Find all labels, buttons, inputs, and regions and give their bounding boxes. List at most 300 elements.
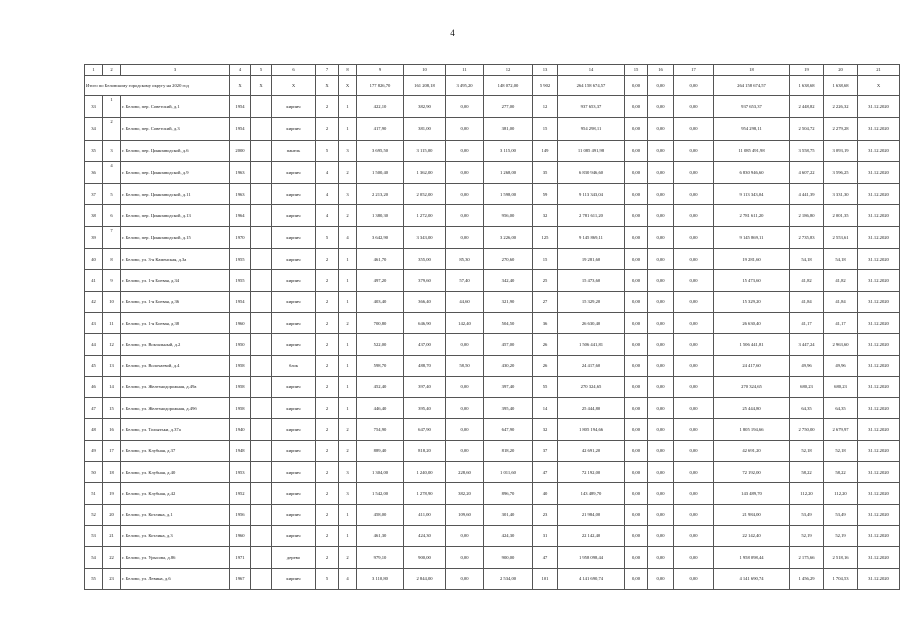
table-cell: 50 — [85, 462, 103, 483]
table-cell: 20 — [103, 504, 121, 525]
table-cell: 8 — [103, 249, 121, 270]
table-cell: 270 324,65 — [714, 376, 790, 397]
address-cell: г. Белово, ул. Железнодорожная, д.49б — [121, 398, 230, 419]
table-cell: 1964 — [230, 205, 251, 226]
table-row — [85, 270, 900, 291]
table-cell: 680,23 — [824, 376, 858, 397]
table-cell: 41,17 — [824, 312, 858, 333]
total-cell: 1 638,68 — [824, 76, 858, 96]
table-cell: 31.12.2020 — [858, 419, 900, 440]
table-cell: 0,00 — [674, 568, 714, 589]
table-cell: 0,00 — [648, 334, 674, 355]
table-cell: 395,40 — [404, 398, 446, 419]
table-cell: 15 — [533, 118, 558, 140]
table-cell: 0,00 — [648, 226, 674, 248]
table-cell: 0,00 — [674, 355, 714, 376]
table-cell: 4 141 690,74 — [714, 568, 790, 589]
column-number-cell: 8 — [339, 65, 357, 76]
table-cell: 31.12.2020 — [858, 483, 900, 504]
table-cell: 270,60 — [484, 249, 533, 270]
table-cell: 22 142,40 — [558, 525, 625, 546]
table-cell: 3 642,90 — [357, 226, 404, 248]
table-cell: 954 298,11 — [558, 118, 625, 140]
table-cell: 321,90 — [484, 291, 533, 312]
total-cell: X — [339, 76, 357, 96]
table-cell: 9 145 869,11 — [558, 226, 625, 248]
table-cell: 1 958 098,44 — [714, 547, 790, 568]
table-cell: 15 473,60 — [714, 270, 790, 291]
table-cell: 1963 — [230, 161, 251, 183]
table-row — [85, 568, 900, 589]
table-cell: 43 — [85, 312, 103, 333]
table-cell: 25 444,80 — [714, 398, 790, 419]
address-cell: г. Белово, ул. 1-я Боевая, д.38 — [121, 312, 230, 333]
table-cell: 85,30 — [446, 249, 484, 270]
column-number-cell: 9 — [357, 65, 404, 76]
table-cell: кирпич — [272, 376, 316, 397]
table-cell — [251, 291, 272, 312]
table-cell: 0,00 — [648, 205, 674, 226]
table-cell: 0,00 — [648, 504, 674, 525]
table-cell: 1 704,53 — [824, 568, 858, 589]
table-cell: 458,00 — [357, 504, 404, 525]
table-cell: 0,00 — [625, 226, 648, 248]
total-cell: 0,00 — [648, 76, 674, 96]
table-cell: кирпич — [272, 419, 316, 440]
table-cell: 424,30 — [404, 525, 446, 546]
table-cell: 9 — [103, 270, 121, 291]
address-cell: г. Белово, ул. Клубная, д.40 — [121, 462, 230, 483]
column-number-cell: 12 — [484, 65, 533, 76]
table-row — [85, 376, 900, 397]
address-cell: г. Белово, пер. Цинкзаводской, д.6 — [121, 140, 230, 161]
table-cell: 1958 — [230, 355, 251, 376]
address-cell: г. Белово, ул. Клубная, д.37 — [121, 440, 230, 461]
table-cell: 1 506 441,81 — [714, 334, 790, 355]
table-cell — [251, 312, 272, 333]
table-cell: 0,00 — [446, 96, 484, 118]
table-cell: 0,00 — [625, 568, 648, 589]
table-cell: 41 — [85, 270, 103, 291]
table-cell: 47 — [85, 398, 103, 419]
table-cell: 1 — [339, 376, 357, 397]
table-cell: 72 192,00 — [558, 462, 625, 483]
table-cell — [251, 205, 272, 226]
total-cell: 3 495,20 — [446, 76, 484, 96]
total-cell: 5 902 — [533, 76, 558, 96]
column-number-cell: 17 — [674, 65, 714, 76]
table-cell: 31.12.2020 — [858, 525, 900, 546]
address-cell: г. Белово, пер. Советский, д.3 — [121, 118, 230, 140]
table-cell: 0,00 — [446, 419, 484, 440]
table-cell: 1955 — [230, 249, 251, 270]
table-cell: 31.12.2020 — [858, 376, 900, 397]
table-cell: кирпич — [272, 118, 316, 140]
table-cell: 647,90 — [484, 419, 533, 440]
table-cell: 42 — [85, 291, 103, 312]
table-cell: 0,00 — [674, 419, 714, 440]
table-cell: 2 052,00 — [404, 184, 446, 205]
table-cell: 1 — [339, 525, 357, 546]
table-cell: 4 — [316, 184, 339, 205]
table-cell: 497,20 — [357, 270, 404, 291]
table-cell — [251, 118, 272, 140]
table-cell: 112,20 — [824, 483, 858, 504]
table-cell: 52,18 — [790, 440, 824, 461]
address-cell: г. Белово, ул. 1-я Боевая, д.36 — [121, 291, 230, 312]
table-cell — [251, 440, 272, 461]
table-cell: 0,00 — [446, 205, 484, 226]
table-cell: 2 — [316, 96, 339, 118]
table-cell — [251, 96, 272, 118]
table-cell: 1963 — [230, 184, 251, 205]
table-cell: кирпич — [272, 462, 316, 483]
table-cell: 397,40 — [404, 376, 446, 397]
table-cell: 0,00 — [446, 161, 484, 183]
table-cell: 1 542,00 — [357, 483, 404, 504]
table-cell: 2 213,20 — [357, 184, 404, 205]
table-cell: 52,19 — [790, 525, 824, 546]
table-cell: 937 653,37 — [558, 96, 625, 118]
table-cell: 25 444,80 — [558, 398, 625, 419]
table-cell: 26 — [533, 355, 558, 376]
table-cell: 301,40 — [484, 504, 533, 525]
table-cell: 2 844,00 — [404, 568, 446, 589]
table-cell: 0,00 — [674, 226, 714, 248]
table-cell: 0,00 — [648, 312, 674, 333]
table-cell: 59 — [533, 184, 558, 205]
table-cell: 0,00 — [648, 249, 674, 270]
table-cell: 0,00 — [625, 270, 648, 291]
table-cell: 900,00 — [484, 547, 533, 568]
table-cell: 0,00 — [446, 140, 484, 161]
table-cell: 2 679,97 — [824, 419, 858, 440]
table-cell: 0,00 — [648, 140, 674, 161]
table-row — [85, 291, 900, 312]
table-cell: 41,82 — [790, 270, 824, 291]
buildings-table — [84, 64, 900, 590]
table-cell: 4 — [316, 161, 339, 183]
table-row — [85, 118, 900, 140]
table-cell: 4 141 690,74 — [558, 568, 625, 589]
table-cell: 2 — [339, 312, 357, 333]
table-cell: 1 380,30 — [357, 205, 404, 226]
table-cell: 5 — [316, 568, 339, 589]
table-cell: 382,20 — [446, 483, 484, 504]
table-cell: 72 192,00 — [714, 462, 790, 483]
table-cell: 0,00 — [674, 96, 714, 118]
address-cell: г. Белово, ул. Волочаевой, д.4 — [121, 355, 230, 376]
table-cell: 342,40 — [484, 270, 533, 291]
table-cell: 17 — [103, 440, 121, 461]
table-cell: 3 — [339, 184, 357, 205]
table-cell: 0,00 — [625, 291, 648, 312]
table-cell: 397,40 — [484, 376, 533, 397]
table-cell: 3 447,24 — [790, 334, 824, 355]
table-cell: 0,00 — [446, 547, 484, 568]
table-cell: 0,00 — [625, 161, 648, 183]
table-cell: 31.12.2020 — [858, 184, 900, 205]
table-cell: 3 093,19 — [824, 140, 858, 161]
table-cell: 142,40 — [446, 312, 484, 333]
table-cell: 2 175,66 — [790, 547, 824, 568]
address-cell: г. Белово, ул. Урысова, д.86 — [121, 547, 230, 568]
address-cell: г. Белово, ул. Железнодорожная, д.49а — [121, 376, 230, 397]
table-cell — [251, 140, 272, 161]
total-cell: 0,00 — [625, 76, 648, 96]
table-cell: 31.12.2020 — [858, 249, 900, 270]
table-cell: 0,00 — [674, 483, 714, 504]
table-cell: 411,00 — [404, 504, 446, 525]
table-cell: 4 — [316, 205, 339, 226]
table-cell: 26 630,40 — [558, 312, 625, 333]
table-cell: 19 281,60 — [714, 249, 790, 270]
table-cell: 26 630,40 — [714, 312, 790, 333]
table-row — [85, 440, 900, 461]
table-cell: 2 518,16 — [824, 547, 858, 568]
table-cell — [251, 226, 272, 248]
table-cell: 5 — [316, 140, 339, 161]
table-cell: 1955 — [230, 270, 251, 291]
table-cell: 0,00 — [446, 226, 484, 248]
column-number-cell: 7 — [316, 65, 339, 76]
address-cell: г. Белово, пер. Цинкзаводской, д.11 — [121, 184, 230, 205]
page-number: 4 — [450, 28, 455, 38]
column-number-cell: 2 — [103, 65, 121, 76]
column-number-cell: 14 — [558, 65, 625, 76]
table-cell: 1 — [339, 398, 357, 419]
table-cell: 24 417,60 — [714, 355, 790, 376]
table-cell: 1 268,00 — [484, 161, 533, 183]
table-cell: 2 534,00 — [484, 568, 533, 589]
table-cell: 45 — [85, 355, 103, 376]
table-cell: 143 489,70 — [558, 483, 625, 504]
table-cell: 0,00 — [625, 376, 648, 397]
table-cell: 25 — [533, 270, 558, 291]
table-cell: 0,00 — [674, 249, 714, 270]
table-cell: 39 — [85, 226, 103, 248]
table-row — [85, 355, 900, 376]
total-cell: 1 638,68 — [790, 76, 824, 96]
table-cell: 382,90 — [404, 96, 446, 118]
table-row — [85, 547, 900, 568]
table-cell: 0,00 — [648, 96, 674, 118]
table-cell: 2 — [316, 483, 339, 504]
table-cell: кирпич — [272, 226, 316, 248]
table-cell: 0,00 — [648, 184, 674, 205]
table-cell: 37 — [85, 184, 103, 205]
table-cell: 2 279,28 — [824, 118, 858, 140]
table-cell: 430,20 — [484, 355, 533, 376]
column-number-cell: 21 — [858, 65, 900, 76]
table-cell: 2 — [316, 440, 339, 461]
table-cell: 2 — [339, 419, 357, 440]
table-cell — [251, 568, 272, 589]
table-cell — [251, 184, 272, 205]
table-cell: 5 — [316, 226, 339, 248]
column-number-cell: 1 — [85, 65, 103, 76]
table-cell: 51 — [85, 483, 103, 504]
table-cell: 1954 — [230, 118, 251, 140]
table-cell: 31.12.2020 — [858, 547, 900, 568]
table-cell: 2 — [339, 205, 357, 226]
table-row — [85, 398, 900, 419]
table-cell — [251, 161, 272, 183]
table-cell: 18 — [103, 462, 121, 483]
table-cell: 0,00 — [446, 398, 484, 419]
table-cell: 31.12.2020 — [858, 161, 900, 183]
table-cell: 0,00 — [648, 291, 674, 312]
table-cell: 12 — [103, 334, 121, 355]
table-cell: 15 329,20 — [714, 291, 790, 312]
address-cell: г. Белово, ул. Тольятьки, д.37а — [121, 419, 230, 440]
table-cell: 31.12.2020 — [858, 462, 900, 483]
table-cell: 2 — [316, 504, 339, 525]
table-cell: 0,00 — [625, 184, 648, 205]
table-cell: 6 830 946,60 — [558, 161, 625, 183]
table-cell: 5 — [103, 184, 121, 205]
table-cell: 452,40 — [357, 376, 404, 397]
table-cell: 31.12.2020 — [858, 270, 900, 291]
table-cell: 1 — [339, 270, 357, 291]
table-cell: 270 324,65 — [558, 376, 625, 397]
table-cell: 0,00 — [674, 334, 714, 355]
table-cell: 42 691,20 — [558, 440, 625, 461]
table-cell: 54 — [85, 547, 103, 568]
table-cell: 14 — [533, 398, 558, 419]
table-cell: 0,00 — [446, 184, 484, 205]
table-cell: 52 — [85, 504, 103, 525]
table-cell: кирпич — [272, 525, 316, 546]
table-cell: 44,60 — [446, 291, 484, 312]
table-cell: 31.12.2020 — [858, 440, 900, 461]
table-cell: 4 — [103, 161, 121, 183]
table-cell: 1950 — [230, 334, 251, 355]
table-cell: 680,23 — [790, 376, 824, 397]
table-cell: 0,00 — [625, 398, 648, 419]
table-cell: 3 — [339, 140, 357, 161]
table-cell: 700,80 — [357, 312, 404, 333]
table-cell: 101 — [533, 568, 558, 589]
table-cell: 379,60 — [404, 270, 446, 291]
table-cell: 1 — [339, 291, 357, 312]
table-cell: 49 — [85, 440, 103, 461]
table-row — [85, 334, 900, 355]
table-cell: панель — [272, 140, 316, 161]
address-cell: г. Белово, ул. Вокзальный, д.2 — [121, 334, 230, 355]
table-cell: 2000 — [230, 140, 251, 161]
table-cell: 3 — [339, 483, 357, 504]
table-cell: 1 — [339, 96, 357, 118]
table-cell: 0,00 — [648, 525, 674, 546]
table-cell: 2 504,72 — [790, 118, 824, 140]
total-cell: X — [316, 76, 339, 96]
table-cell: 2 — [316, 525, 339, 546]
table-cell: 979,10 — [357, 547, 404, 568]
table-cell: 58,50 — [446, 355, 484, 376]
table-cell — [251, 483, 272, 504]
table-cell: 31.12.2020 — [858, 140, 900, 161]
table-cell: 58,22 — [790, 462, 824, 483]
table-cell: 1940 — [230, 419, 251, 440]
table-cell: 49,96 — [790, 355, 824, 376]
table-cell: 58,22 — [824, 462, 858, 483]
column-number-cell: 4 — [230, 65, 251, 76]
table-cell: 21 984,00 — [714, 504, 790, 525]
table-row — [85, 205, 900, 226]
table-cell: 21 — [103, 525, 121, 546]
table-cell: 3 331,30 — [824, 184, 858, 205]
table-cell: 403,40 — [357, 291, 404, 312]
table-cell: 31.12.2020 — [858, 355, 900, 376]
table-cell: 2 186,80 — [790, 205, 824, 226]
table-cell: 1954 — [230, 291, 251, 312]
table-cell — [251, 504, 272, 525]
table-cell: 1 — [339, 118, 357, 140]
table-cell: 0,00 — [625, 334, 648, 355]
table-cell: 277,00 — [484, 96, 533, 118]
table-cell: 7 — [103, 226, 121, 248]
table-cell: 896,70 — [484, 483, 533, 504]
table-cell — [251, 249, 272, 270]
table-cell: 0,00 — [674, 312, 714, 333]
table-cell: 0,00 — [625, 96, 648, 118]
table-cell: 2 — [316, 355, 339, 376]
table-cell: кирпич — [272, 96, 316, 118]
table-cell: 31.12.2020 — [858, 205, 900, 226]
table-cell: 0,00 — [446, 568, 484, 589]
column-number-cell: 3 — [121, 65, 230, 76]
table-cell: 646,90 — [404, 312, 446, 333]
table-cell: 49,96 — [824, 355, 858, 376]
total-cell: X — [230, 76, 251, 96]
table-row — [85, 184, 900, 205]
table-cell: 143 489,70 — [714, 483, 790, 504]
table-cell: 0,00 — [625, 312, 648, 333]
table-cell: 31.12.2020 — [858, 291, 900, 312]
table-cell: 4 607,22 — [790, 161, 824, 183]
table-cell: 47 — [533, 462, 558, 483]
table-cell: 47 — [533, 547, 558, 568]
table-cell: 6 830 946,60 — [714, 161, 790, 183]
table-row — [85, 504, 900, 525]
table-cell: 1 500,40 — [357, 161, 404, 183]
table-cell: 0,00 — [446, 440, 484, 461]
table-cell: 41,17 — [790, 312, 824, 333]
table-cell: 0,00 — [625, 440, 648, 461]
table-cell: 0,00 — [648, 419, 674, 440]
table-cell: 2 963,60 — [824, 334, 858, 355]
table-cell: 31.12.2020 — [858, 118, 900, 140]
table-cell: кирпич — [272, 568, 316, 589]
table-cell: 53,49 — [790, 504, 824, 525]
table-cell: 125 — [533, 226, 558, 248]
table-cell: 2 — [339, 161, 357, 183]
table-cell: 40 — [85, 249, 103, 270]
table-cell: 0,00 — [648, 483, 674, 504]
column-number-cell: 5 — [251, 65, 272, 76]
table-row — [85, 226, 900, 248]
table-cell: 13 — [103, 355, 121, 376]
table-cell: 417,90 — [357, 118, 404, 140]
table-cell: 11 085 491,98 — [558, 140, 625, 161]
table-cell: 6 — [103, 205, 121, 226]
table-cell: 31.12.2020 — [858, 334, 900, 355]
table-cell: 41,84 — [824, 291, 858, 312]
table-cell: 2 — [316, 376, 339, 397]
table-cell: 2 553,61 — [824, 226, 858, 248]
table-cell: 149 — [533, 140, 558, 161]
